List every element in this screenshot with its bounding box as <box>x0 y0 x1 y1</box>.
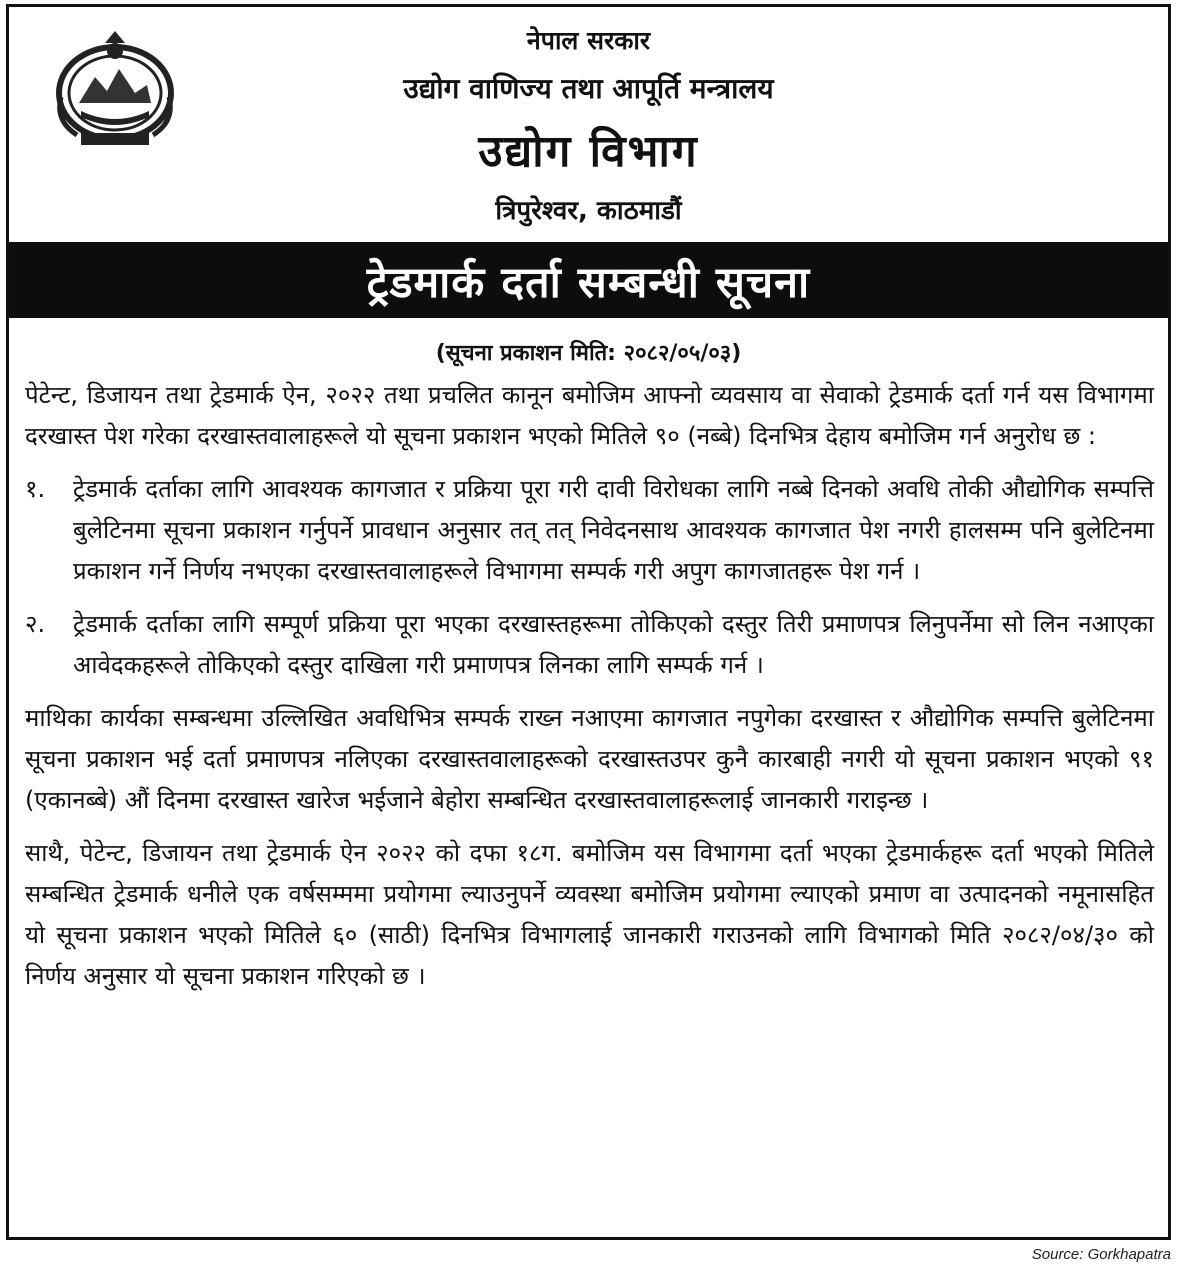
paragraph-usage-proof: साथै, पेटेन्ट, डिजायन तथा ट्रेडमार्क ऐन २०२२ को दफा १८ग. बमोजिम यस विभागमा दर्ता भएका ट्रेडमार्कहरू दर्ता भएको मितिले सम्बन्धित ट्रेडमार्क धनीले एक वर्षसम्ममा प्रयोगमा ल्याउनुपर्ने व्यवस्था बमोजिम प्रयोगमा ल्याएको प्रमाण वा उत्पादनको नमूनासहित यो सूचना प्रकाशन भएको मितिले ६० (साठी) दिनभित्र विभागलाई जानकारी गराउनको लागि विभागको मिति २०८२/०४/३० को निर्णय अनुसार यो सूचना प्रकाशन गरिएको छ । <box>25 839 1154 990</box>
list-item-number: २. <box>25 610 46 638</box>
notice-title: ट्रेडमार्क दर्ता सम्बन्धी सूचना <box>366 257 811 308</box>
publication-date: (सूचना प्रकाशन मिति: २०८२/०५/०३) <box>435 341 742 366</box>
department-name: उद्योग विभाग <box>478 126 699 177</box>
notice-body <box>25 375 1154 1009</box>
list-item <box>25 469 1154 592</box>
list-item-text: ट्रेडमार्क दर्ताका लागि सम्पूर्ण प्रक्रिया पूरा भएका दरखास्तहरूमा तोकिएको दस्तुर तिरी प्रमाणपत्र लिनुपर्नेमा सो लिन नआएका आवेदकहरूले तोकिएको दस्तुर दाखिला गरी प्रमाणपत्र लिनका लागि सम्पर्क गर्न । <box>73 610 1154 679</box>
list-item <box>25 604 1154 686</box>
office-address: त्रिपुरेश्वर, काठमाडौं <box>495 196 682 226</box>
source-credit: Source: Gorkhapatra <box>1031 1246 1171 1263</box>
government-name: नेपाल सरकार <box>526 26 651 55</box>
paragraph-rejection-warning: माथिका कार्यका सम्बन्धमा उल्लिखित अवधिभित्र सम्पर्क राख्न नआएमा कागजात नपुगेका दरखास्त र औद्योगिक सम्पत्ति बुलेटिनमा सूचना प्रकाशन भई दर्ता प्रमाणपत्र नलिएका दरखास्तवालाहरूको दरखास्तउपर कुनै कारबाही नगरी यो सूचना प्रकाशन भएको ९१ (एकानब्बे) औं दिनमा दरखास्त खारेज भईजाने बेहोरा सम्बन्धित दरखास्तवालाहरूलाई जानकारी गराइन्छ । <box>25 704 1154 814</box>
notice-frame <box>6 4 1171 1240</box>
list-item-text: ट्रेडमार्क दर्ताका लागि आवश्यक कागजात र प्रक्रिया पूरा गरी दावी विरोधका लागि नब्बे दिनको अवधि तोकी औद्योगिक सम्पत्ति बुलेटिनमा सूचना प्रकाशन गर्नुपर्ने प्रावधान अनुसार तत् तत् निवेदनसाथ आवश्यक कागजात पेश नगरी हालसम्म पनि बुलेटिनमा प्रकाशन गर्ने निर्णय नभएका दरखास्तवालाहरूले विभागमा सम्पर्क गरी अपुग कागजातहरू पेश गर्न । <box>73 475 1154 585</box>
ministry-name: उद्योग वाणिज्य तथा आपूर्ति मन्त्रालय <box>403 72 774 105</box>
notice-title-banner <box>9 242 1168 318</box>
list-item-number: १. <box>25 475 46 503</box>
intro-paragraph: पेटेन्ट, डिजायन तथा ट्रेडमार्क ऐन, २०२२ तथा प्रचलित कानून बमोजिम आफ्नो व्यवसाय वा सेवाको ट्रेडमार्क दर्ता गर्न यस विभागमा दरखास्त पेश गरेका दरखास्तवालाहरूले यो सूचना प्रकाशन भएको मितिले ९० (नब्बे) दिनभित्र देहाय बमोजिम गर्न अनुरोध छ : <box>25 381 1154 450</box>
